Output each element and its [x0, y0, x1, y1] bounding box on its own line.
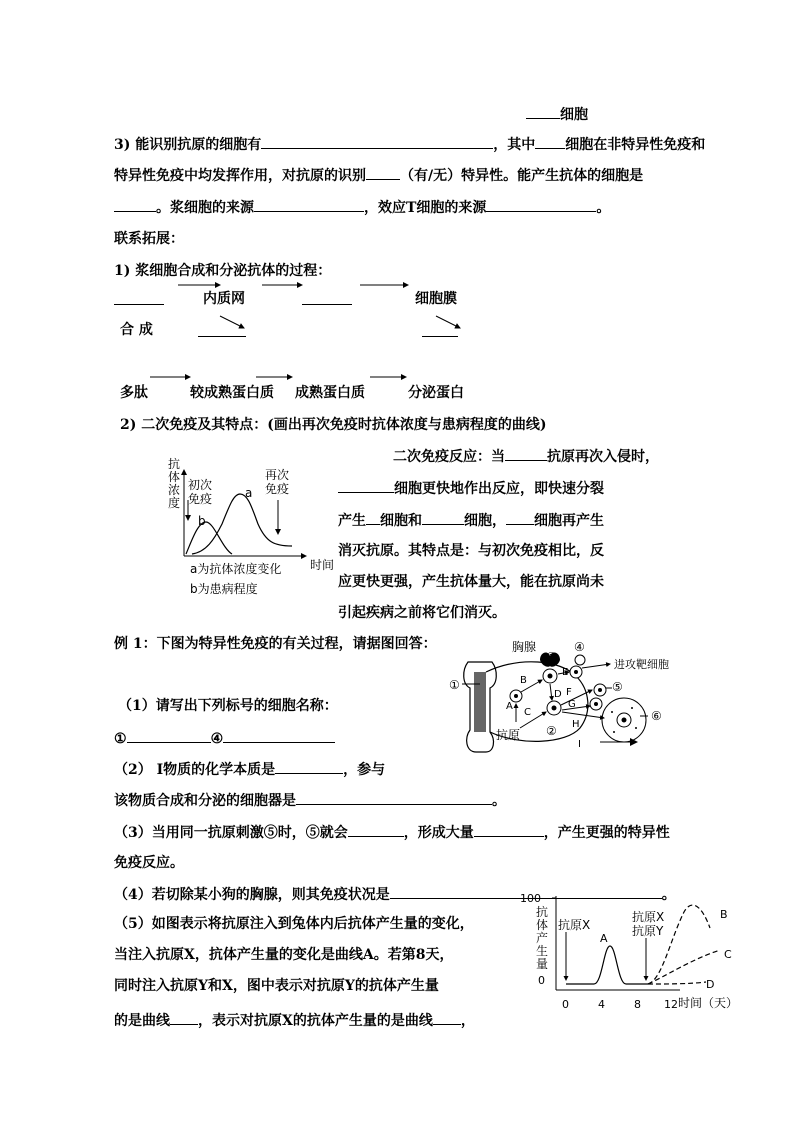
example-q5-1: （5）如图表示将抗原注入到兔体内后抗体产生量的变化，	[114, 916, 474, 932]
chart-antigen-xy-1: 抗原X	[632, 910, 665, 924]
graph-xlabel: 时间	[310, 558, 335, 572]
diagram-n3: ③	[546, 650, 557, 664]
diagram-attack: 进攻靶细胞	[614, 658, 669, 671]
diagram-A: A	[506, 701, 513, 712]
flow-er: 内质网	[203, 291, 245, 307]
diagram-F: F	[566, 687, 572, 698]
graph-second-label: 再次 免疫	[265, 468, 290, 496]
graph-legend-a: a为抗体浓度变化	[190, 562, 282, 576]
graph-legend-b: b为患病程度	[190, 582, 258, 596]
diagram-C: C	[524, 707, 531, 718]
diagram-D: D	[554, 689, 562, 700]
diagram-n1: ①	[449, 678, 460, 692]
diagram-antigen: 抗原	[496, 728, 521, 742]
flow-mature: 成熟蛋白质	[295, 385, 365, 401]
chart-curve-D: D	[706, 978, 715, 991]
chart-y-zero: 0	[538, 974, 545, 987]
diagram-H: H	[572, 719, 580, 730]
extension-p1-title: 1) 浆细胞合成和分泌抗体的过程：	[114, 263, 332, 279]
flow-synth: 合 成	[120, 322, 153, 338]
q3-line2: 特异性免疫中均发挥作用，对抗原的识别 （有/无）特异性。能产生抗体的细胞是	[114, 165, 643, 186]
chart-ylabel: 抗 体 产 生 量	[536, 905, 549, 971]
secondary-title: 2) 二次免疫及其特点：(画出再次免疫时抗体浓度与患病程度的曲线)	[120, 417, 547, 433]
example-q5-2: 当注入抗原X，抗体产生量的变化是曲线A。若第8天，	[114, 947, 454, 963]
example-q5-3: 同时注入抗原Y和X，图中表示对抗原Y的抗体产生量	[114, 978, 439, 994]
graph-b-label: b	[198, 514, 206, 528]
flow-immature: 较成熟蛋白质	[190, 385, 274, 401]
secondary-r6: 引起疾病之前将它们消灭。	[338, 605, 506, 621]
chart-antigen-x: 抗原X	[558, 918, 591, 932]
flow-secreted: 分泌蛋白	[408, 385, 464, 401]
example-q2: （2） I物质的化学本质是 ，参与	[114, 759, 385, 780]
chart-curve-B: B	[720, 908, 728, 921]
diagram-n6: ⑥	[651, 709, 662, 723]
secondary-r5: 应更快更强，产生抗体量大，能在抗原尚未	[338, 574, 604, 590]
secondary-r4: 消灭抗原。其特点是：与初次免疫相比，反	[338, 543, 604, 559]
example-title: 例 1：下图为特异性免疫的有关过程，请据图回答：	[114, 636, 437, 652]
example-q1: （1）请写出下列标号的细胞名称：	[118, 698, 338, 714]
flow-peptide: 多肽	[120, 385, 148, 401]
diagram-I: I	[578, 739, 581, 750]
chart-x-tick: 12	[664, 998, 678, 1011]
diagram-E: E	[562, 667, 569, 678]
example-q4: （4）若切除某小狗的胸腺，则其免疫状况是 。	[114, 884, 676, 905]
chart-xlabel: 时间（天）	[678, 996, 739, 1010]
example-q5-4: 的是曲线 ，表示对抗原X的抗体产生量的是曲线 ，	[114, 1010, 475, 1031]
flow-membrane: 细胞膜	[415, 291, 457, 307]
chart-antigen-xy-2: 抗原Y	[632, 924, 664, 938]
example-q3-cont: 免疫反应。	[114, 855, 184, 871]
chart-x-tick: 4	[598, 998, 605, 1011]
diagram-G: G	[568, 699, 576, 710]
diagram-B: B	[520, 675, 527, 686]
q3-line1: 3) 能识别抗原的细胞有 ，其中 细胞在非特异性免疫和	[114, 134, 705, 155]
graph-a-label: a	[245, 486, 253, 500]
diagram-n4: ④	[574, 640, 585, 654]
q3-line3: 。浆细胞的来源 ，效应T细胞的来源 。	[114, 197, 610, 218]
graph-first-label: 初次 免疫	[188, 478, 213, 506]
diagram-n2: ②	[546, 724, 557, 738]
secondary-r3: 产生 细胞和 细胞， 细胞再产生	[338, 510, 604, 531]
secondary-r1: 二次免疫反应：当 抗原再次入侵时，	[393, 446, 659, 467]
graph-ylabel: 抗 体 浓 度	[168, 457, 181, 510]
example-q1-blanks: ① ④	[114, 728, 335, 749]
secondary-r2: 细胞更快地作出反应，即快速分裂	[338, 478, 604, 499]
chart-x-tick: 0	[562, 998, 569, 1011]
extension-title: 联系拓展：	[114, 231, 184, 247]
diagram-thymus: 胸腺	[512, 640, 537, 654]
top-line: 细胞	[526, 104, 588, 125]
chart-x-tick: 8	[634, 998, 641, 1011]
chart-curve-C: C	[724, 948, 732, 961]
example-q3: （3）当用同一抗原刺激⑤时，⑤就会 ，形成大量 ，产生更强的特异性	[114, 822, 670, 843]
diagram-n5: ⑤	[612, 680, 623, 694]
example-q2-cont: 该物质合成和分泌的细胞器是 。	[114, 790, 506, 811]
chart-curve-A: A	[600, 932, 608, 945]
chart-y-top: 100	[520, 892, 541, 905]
